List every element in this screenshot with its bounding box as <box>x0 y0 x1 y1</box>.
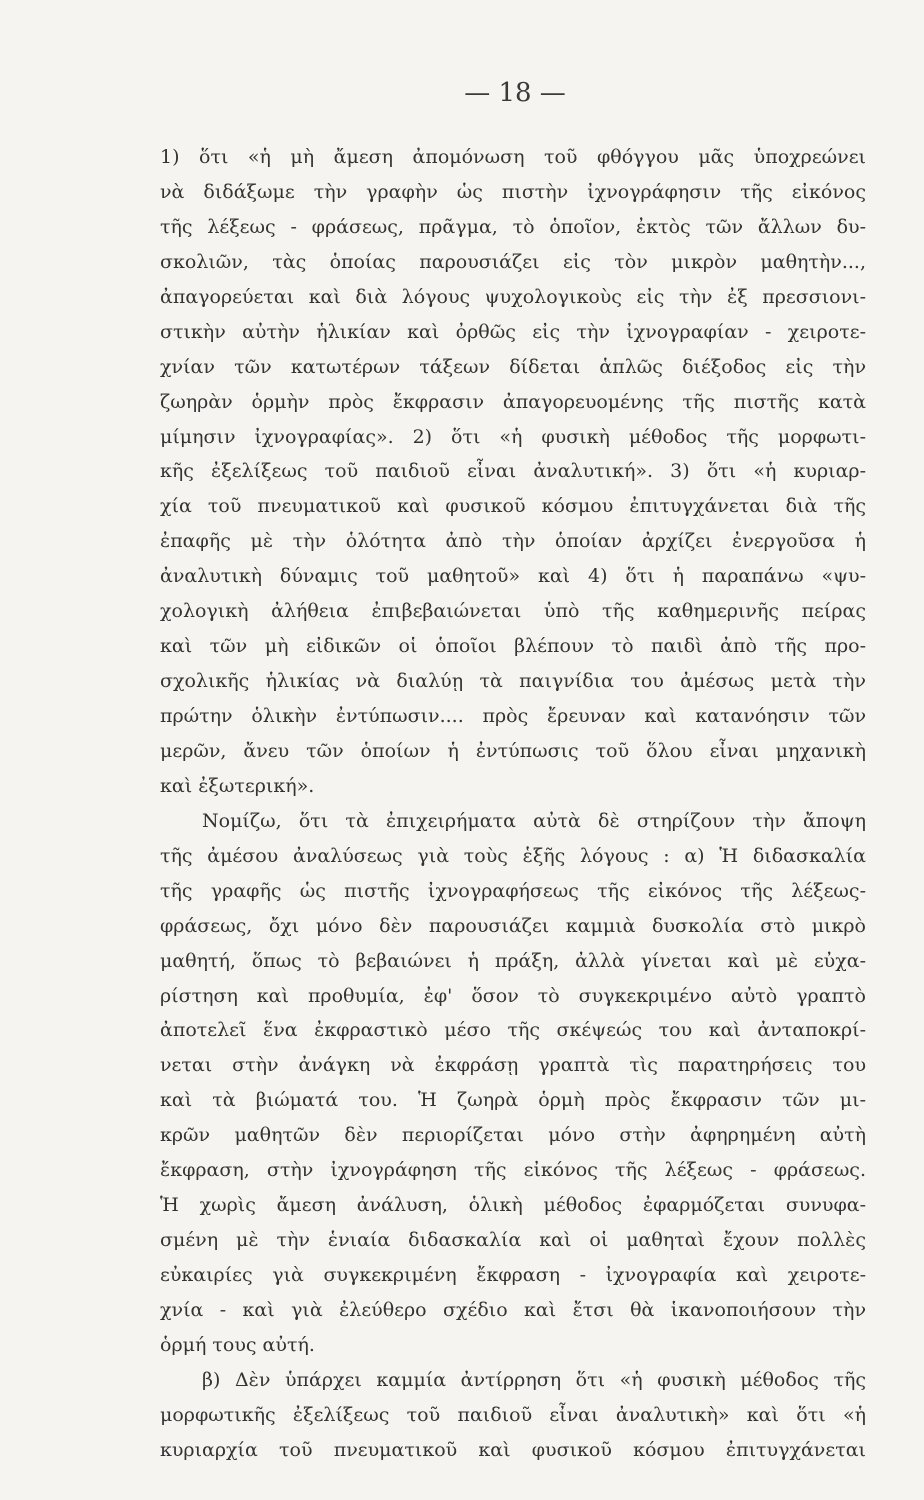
text-line: ἐπαφῆς μὲ τὴν ὁλότητα ἀπὸ τὴν ὁποίαν ἀρχίζει ἐνεργοῦσα ἡ <box>160 530 866 553</box>
body-text <box>160 140 866 1468</box>
text-line: κρῶν μαθητῶν δὲν περιορίζεται μόνο στὴν ἀφηρημένη αὐτὴ <box>160 1124 866 1147</box>
text-line: ζωηρὰν ὁρμὴν πρὸς ἔκφρασιν ἀπαγορευομένης τῆς πιστῆς κατὰ <box>160 390 866 413</box>
text-line: σχολικῆς ἡλικίας νὰ διαλύῃ τὰ παιγνίδια του ἀμέσως μετὰ τὴν <box>160 670 866 693</box>
text-line: ἔκφραση, στὴν ἰχνογράφηση τῆς εἰκόνος τῆς λέξεως - φράσεως. <box>160 1159 866 1182</box>
text-line: νεται στὴν ἀνάγκη νὰ ἐκφράσῃ γραπτὰ τὶς παρατηρήσεις του <box>160 1054 866 1077</box>
text-line: μαθητή, ὅπως τὸ βεβαιώνει ἡ πράξη, ἀλλὰ γίνεται καὶ μὲ εὐχα- <box>160 949 866 972</box>
text-line: μερῶν, ἄνευ τῶν ὁποίων ἡ ἐντύπωσις τοῦ ὅλου εἶναι μηχανικὴ <box>160 739 866 762</box>
text-line: ἀναλυτικὴ δύναμις τοῦ μαθητοῦ» καὶ 4) ὅτι ἡ παραπάνω «ψυ- <box>160 565 866 588</box>
text-line: στικὴν αὐτὴν ἡλικίαν καὶ ὀρθῶς εἰς τὴν ἰχνογραφίαν - χειροτε- <box>160 320 866 343</box>
text-line: β) Δὲν ὑπάρχει καμμία ἀντίρρηση ὅτι «ἡ φυσικὴ μέθοδος τῆς <box>202 1368 866 1391</box>
page-number: — 18 — <box>464 78 566 108</box>
text-line: σμένη μὲ τὴν ἑνιαία διδασκαλία καὶ οἱ μαθηταὶ ἔχουν πολλὲς <box>160 1229 866 1252</box>
text-line: καὶ ἐξωτερική». <box>160 774 315 797</box>
text-line: μίμησιν ἰχνογραφίας». 2) ὅτι «ἡ φυσικὴ μέθοδος τῆς μορφωτι- <box>160 425 866 448</box>
text-line: ρίστηση καὶ προθυμία, ἐφ' ὅσον τὸ συγκεκριμένο αὐτὸ γραπτὸ <box>160 984 866 1007</box>
text-line: χνία - καὶ γιὰ ἐλεύθερο σχέδιο καὶ ἔτσι θὰ ἱκανοποιήσουν τὴν <box>160 1298 866 1321</box>
text-line: τῆς ἀμέσου ἀναλύσεως γιὰ τοὺς ἑξῆς λόγους : α) Ἡ διδασκαλία <box>160 844 866 867</box>
text-line: πρώτην ὁλικὴν ἐντύπωσιν.... πρὸς ἔρευναν καὶ κατανόησιν τῶν <box>160 705 866 727</box>
text-line: ἀπαγορεύεται καὶ διὰ λόγους ψυχολογικοὺς εἰς τὴν ἐξ πρεσσιονι- <box>160 285 866 308</box>
text-line: χία τοῦ πνευματικοῦ καὶ φυσικοῦ κόσμου ἐπιτυγχάνεται διὰ τῆς <box>160 495 866 518</box>
text-line: καὶ τὰ βιώματά του. Ἡ ζωηρὰ ὁρμὴ πρὸς ἔκφρασιν τῶν μι- <box>160 1089 866 1112</box>
text-line: εὐκαιρίες γιὰ συγκεκριμένη ἔκφραση - ἰχνογραφία καὶ χειροτε- <box>160 1264 866 1286</box>
text-line: σκολιῶν, τὰς ὁποίας παρουσιάζει εἰς τὸν μικρὸν μαθητὴν..., <box>160 250 866 273</box>
text-line: χολογικὴ ἀλήθεια ἐπιβεβαιώνεται ὑπὸ τῆς καθημερινῆς πείρας <box>160 600 866 623</box>
text-line: μορφωτικῆς ἐξελίξεως τοῦ παιδιοῦ εἶναι ἀναλυτικὴ» καὶ ὅτι «ἡ <box>160 1403 866 1426</box>
text-line: ἀποτελεῖ ἕνα ἐκφραστικὸ μέσο τῆς σκέψεώς του καὶ ἀνταποκρί- <box>160 1019 866 1042</box>
text-line: τῆς γραφῆς ὡς πιστῆς ἰχνογραφήσεως τῆς εἰκόνος τῆς λέξεως- <box>160 879 866 902</box>
text-line: Νομίζω, ὅτι τὰ ἐπιχειρήματα αὐτὰ δὲ στηρίζουν τὴν ἄποψη <box>202 809 866 832</box>
text-line: φράσεως, ὄχι μόνο δὲν παρουσιάζει καμμιὰ δυσκολία στὸ μικρὸ <box>160 914 866 937</box>
text-line: καὶ τῶν μὴ εἰδικῶν οἱ ὁποῖοι βλέπουν τὸ παιδὶ ἀπὸ τῆς προ- <box>160 635 866 658</box>
text-line: χνίαν τῶν κατωτέρων τάξεων δίδεται ἁπλῶς διέξοδος εἰς τὴν <box>160 355 866 378</box>
text-line: τῆς λέξεως - φράσεως, πρᾶγμα, τὸ ὁποῖον, ἐκτὸς τῶν ἄλλων δυ- <box>160 215 866 238</box>
text-line: ὁρμή τους αὐτή. <box>160 1333 315 1356</box>
text-line: 1) ὅτι «ἡ μὴ ἄμεση ἀπομόνωση τοῦ φθόγγου μᾶς ὑποχρεώνει <box>160 146 866 168</box>
text-line: κῆς ἐξελίξεως τοῦ παιδιοῦ εἶναι ἀναλυτική». 3) ὅτι «ἡ κυριαρ- <box>160 460 866 483</box>
text-line: Ἡ χωρὶς ἄμεση ἀνάλυση, ὁλικὴ μέθοδος ἐφαρμόζεται συνυφα- <box>160 1194 866 1217</box>
text-line: νὰ διδάξωμε τὴν γραφὴν ὡς πιστὴν ἰχνογράφησιν τῆς εἰκόνος <box>160 180 866 203</box>
text-line: κυριαρχία τοῦ πνευματικοῦ καὶ φυσικοῦ κόσμου ἐπιτυγχάνεται <box>160 1438 866 1461</box>
